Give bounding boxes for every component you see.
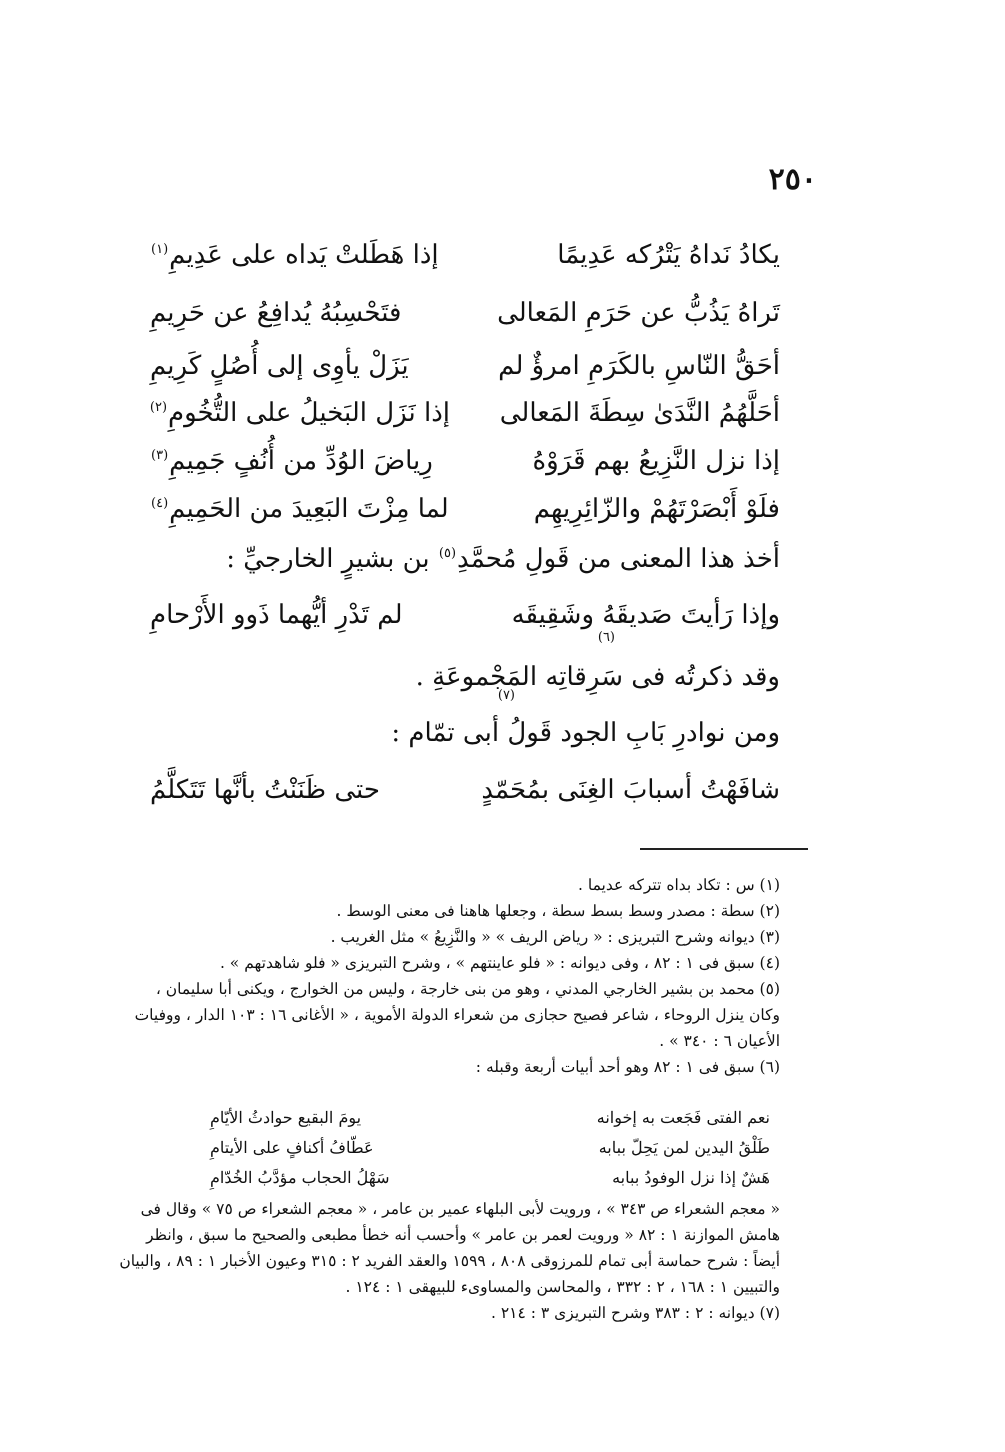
prose-text: بن بشيرٍ الخارجيِّ : <box>226 544 430 574</box>
verse-first-hemistich: أحَقُّ النّاسِ بالكَرَمِ امرؤٌ لم <box>498 351 780 381</box>
verse-line <box>150 484 780 534</box>
footnote-poem-line <box>210 1133 770 1163</box>
prose-line <box>150 708 780 758</box>
verse-first-hemistich: يكادُ نَداهُ يَتْرُكه عَدِيمًا <box>557 240 780 270</box>
verse-line <box>150 388 780 438</box>
footnotes <box>120 872 780 1080</box>
footnote-marker: (٧) <box>497 688 515 703</box>
verse-first-hemistich: فلَوْ أَبْصَرْتَهُمْ والزّائِرِيهِم <box>533 494 780 524</box>
verse-first-hemistich: أحَلَّهُمُ النَّدَىٰ سِطَةَ المَعالى <box>499 398 780 428</box>
footnotes-continued <box>120 1196 780 1326</box>
footnote-poem <box>210 1103 770 1193</box>
footnote-line: (٢) سطة : مصدر وسط بسط سطة ، وجعلها هاهنا فى معنى الوسط . <box>336 902 780 920</box>
verse-first-hemistich: تَراهُ يَذُبُّ عن حَرَمِ المَعالى <box>497 298 780 328</box>
verse-first-hemistich: وإذا رَأيتَ صَديقَهُ وشَقِيقَه <box>511 600 780 630</box>
footnote-line: (١) س : تكاد بداه تتركه عديما . <box>578 876 780 894</box>
prose-line <box>150 534 780 584</box>
verse-second-hemistich-text: رِياضَ الوُدِّ من أُنُفٍ جَمِيمِ <box>169 446 433 476</box>
verse-line <box>150 230 780 280</box>
footnote-line: والتبيين ١ : ١٦٨ ، ٢ : ٣٣٢ ، والمحاسن والمساوىء للبيهقى ١ : ١٢٤ . <box>345 1278 780 1296</box>
footnote-poem-second: يومَ البقيع حوادثُ الأيّامِ <box>210 1108 362 1127</box>
verse-second-hemistich-text: إذا نَزَل البَخيلُ على التُّخُومِ <box>168 398 450 428</box>
footnote-line: (٤) سبق فى ١ : ٨٢ ، وفى ديوانه : « فلو عاينتهم » ، وشرح التبريزى « فلو شاهدتهم » . <box>219 954 780 972</box>
footnote-line: هامش الموازنة ١ : ٨٢ « ورويت لعمر بن عامر » وأحسب أنه خطأ مطبعى والصحيح ما سبق ، وانظر <box>146 1226 780 1244</box>
footnote-line: أيضاً : شرح حماسة أبى تمام للمرزوقى ٨٠٨ ، ١٥٩٩ والعقد الفريد ٢ : ٣١٥ وعيون الأخبار ١ : ٨٩ ، والبيان <box>119 1252 780 1270</box>
footnote-line: وكان ينزل الروحاء ، شاعر فصيح حجازى من شعراء الدولة الأموية ، « الأغانى ١٦ : ١٠٣ الدار ، ووفيات <box>134 1006 780 1024</box>
footnote-marker: (٥) <box>438 546 457 562</box>
footnote-poem-line <box>210 1103 770 1133</box>
footnote-poem-first: هَشٌ إذا نزل الوفودُ ببابه <box>612 1168 770 1187</box>
verse-second-hemistich: فتَحْسِبُهُ يُدافِعُ عن حَرِيمِ <box>150 298 402 328</box>
prose-text: أخذ هذا المعنى من قَولِ مُحمَّدِ <box>457 544 780 574</box>
verse-line <box>150 288 780 338</box>
footnote-line: (٧) ديوانه : ٢ : ٣٨٣ وشرح التبريزى ٣ : ٢١٤ . <box>491 1304 780 1322</box>
footnote-marker: (٣) <box>151 448 169 464</box>
footnote-marker-line <box>455 686 515 706</box>
verse-first-hemistich: إذا نزل النَّزِيعُ بهم قَرَوْهُ <box>532 446 780 476</box>
footnote-line: (٣) ديوانه وشرح التبريزى : « رياض الريف » « والنَّزِيعُ » مثل الغريب . <box>330 928 780 946</box>
verse-first-hemistich: شافَهْتُ أسبابَ الغِنَى بمُحَمّدٍ <box>481 775 780 805</box>
footnote-line: (٦) سبق فى ١ : ٨٢ وهو أحد أبيات أربعة وقبله : <box>475 1058 780 1076</box>
verse-line <box>150 436 780 486</box>
verse-line <box>150 765 780 815</box>
footnote-poem-first: طَلْقُ اليدين لمن يَحِلّ ببابه <box>598 1138 770 1157</box>
verse-second-hemistich <box>150 436 450 486</box>
footnote-poem-second: سَهْلُ الحجاب مؤدَّبُ الخُدّامِ <box>210 1168 390 1187</box>
verse-second-hemistich <box>150 388 450 438</box>
verse-second-hemistich: حتى ظَنَنْتُ بأنَّها تَتَكلَّمُ <box>150 775 380 805</box>
verse-second-hemistich-text: إذا هَطَلتْ يَداه على عَدِيمِ <box>169 240 439 270</box>
verse-second-hemistich <box>150 230 450 280</box>
footnote-marker-line <box>555 628 615 648</box>
footnote-poem-second: عَطّافُ أكنافٍ على الأيتامِ <box>210 1138 374 1157</box>
verse-line <box>150 341 780 391</box>
footnote-line: (٥) محمد بن بشير الخارجي المدني ، وهو من بنى خارجة ، وليس من الخوارج ، ويكنى أبا سليمان ، <box>155 980 780 998</box>
verse-second-hemistich: لم تَدْرِ أيُّهما ذَوو الأَرْحامِ <box>150 600 403 630</box>
page-number: ٢٥٠ <box>768 162 817 197</box>
footnote-marker: (١) <box>151 242 169 258</box>
footnote-marker: (٢) <box>149 400 168 416</box>
footnote-marker: (٤) <box>151 496 169 512</box>
verse-second-hemistich-text: لما مِزْتَ البَعِيدَ من الحَمِيمِ <box>169 494 449 524</box>
footnote-poem-first: نعم الفتى فَجَعت به إخوانه <box>596 1108 770 1127</box>
footnote-separator <box>640 848 808 850</box>
footnote-marker: (٦) <box>597 630 615 645</box>
footnote-poem-line <box>210 1163 770 1193</box>
footnote-line: « معجم الشعراء ص ٣٤٣ » ، ورويت لأبى البلهاء عمير بن عامر ، « معجم الشعراء ص ٧٥ » وقال فى <box>140 1200 780 1218</box>
prose-text: ومن نوادرِ بَابِ الجود قَولُ أبى تمّام : <box>391 718 780 748</box>
verse-line <box>150 590 780 640</box>
footnote-line: الأعيان ٦ : ٣٤٠ » . <box>659 1032 780 1050</box>
verse-second-hemistich: يَزَلْ يأوِى إلى أُصُلٍ كَرِيمِ <box>150 351 409 381</box>
verse-second-hemistich <box>150 484 450 534</box>
prose-text: وقد ذكرتُه فى سَرِقاتِه المَجْموعَةِ . <box>415 662 780 692</box>
